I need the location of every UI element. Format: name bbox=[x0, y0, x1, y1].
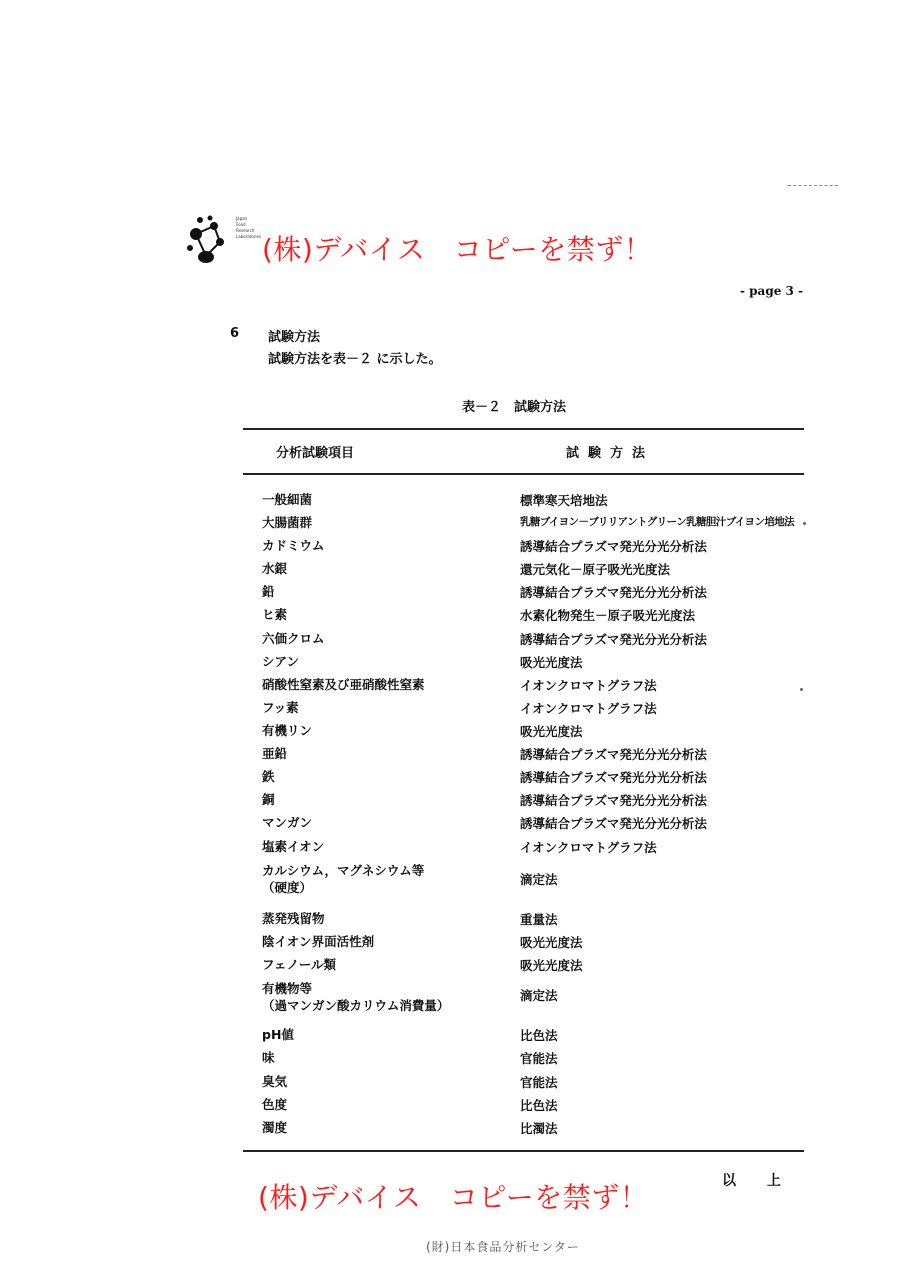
table-cell-method: 還元気化－原子吸光光度法 bbox=[520, 562, 671, 577]
table-cell-item: 陰イオン界面活性剤 bbox=[262, 934, 375, 949]
table-cell-item: 塩素イオン bbox=[262, 839, 325, 854]
table-cell-item: 臭気 bbox=[262, 1074, 288, 1089]
table-cell-item: 蒸発残留物 bbox=[262, 911, 325, 926]
table-cell-item: 一般細菌 bbox=[262, 492, 313, 507]
table-cell-item: 水銀 bbox=[262, 561, 288, 576]
table-cell-method: 吸光光度法 bbox=[520, 935, 583, 950]
table-cell-item: フェノール類 bbox=[262, 957, 337, 972]
table-cell-method: 誘導結合プラズマ発光分光分析法 bbox=[520, 632, 707, 647]
table-cell-item: 味 bbox=[262, 1050, 275, 1065]
table-cell-item: カドミウム bbox=[262, 538, 325, 553]
table-cell-method: 誘導結合プラズマ発光分光分析法 bbox=[520, 793, 707, 808]
table-cell-method: 滴定法 bbox=[520, 988, 558, 1003]
table-cell-item: ヒ素 bbox=[262, 607, 288, 622]
end-mark: 以 上 bbox=[722, 1173, 781, 1189]
table-cell-method: 滴定法 bbox=[520, 872, 558, 887]
table-cell-method: 標準寒天培地法 bbox=[520, 493, 608, 508]
table-cell-item: 鉄 bbox=[262, 769, 275, 784]
table-cell-method: 吸光光度法 bbox=[520, 655, 583, 670]
logo-word: Food bbox=[236, 222, 246, 227]
section-title: 試験方法 bbox=[268, 330, 321, 345]
table-bottom-rule bbox=[243, 1150, 804, 1152]
table-cell-item: シアン bbox=[262, 654, 300, 669]
table-cell-item: 硝酸性窒素及び亜硝酸性窒素 bbox=[262, 677, 425, 692]
column-header-item: 分析試験項目 bbox=[276, 446, 355, 461]
section-text: 試験方法を表－２ に示した。 bbox=[268, 352, 442, 367]
table-cell-method: 吸光光度法 bbox=[520, 958, 583, 973]
table-top-rule bbox=[243, 428, 804, 430]
table-cell-item: 有機物等 （過マンガン酸カリウム消費量） bbox=[262, 981, 450, 1013]
table-cell-item: pH値 bbox=[262, 1027, 294, 1042]
table-cell-item: 濁度 bbox=[262, 1120, 288, 1135]
table-cell-item: 色度 bbox=[262, 1097, 288, 1112]
logo-word: Research bbox=[236, 228, 255, 233]
table-cell-method: イオンクロマトグラフ法 bbox=[520, 701, 657, 716]
column-header-method: 試験方法 bbox=[566, 446, 655, 461]
scan-mark bbox=[788, 185, 838, 186]
table-cell-method: 吸光光度法 bbox=[520, 724, 583, 739]
table-cell-method: 比濁法 bbox=[520, 1121, 558, 1136]
table-cell-method: 誘導結合プラズマ発光分光分析法 bbox=[520, 539, 707, 554]
table-cell-method: イオンクロマトグラフ法 bbox=[520, 840, 657, 855]
table-cell-item: 六価クロム bbox=[262, 631, 325, 646]
table-cell-method: 比色法 bbox=[520, 1028, 558, 1043]
table-cell-method: 誘導結合プラズマ発光分光分析法 bbox=[520, 770, 707, 785]
logo-word: Laboratories bbox=[236, 234, 262, 239]
table-cell-method: 乳糖ブイヨン－ブリリアントグリーン乳糖胆汁ブイヨン培地法 bbox=[520, 516, 795, 528]
section-number: 6 bbox=[230, 326, 240, 341]
scan-speck bbox=[803, 522, 806, 525]
table-header-rule bbox=[243, 473, 804, 475]
table-cell-item: 鉛 bbox=[262, 584, 275, 599]
table-cell-item: マンガン bbox=[262, 815, 313, 830]
page-number: - page 3 - bbox=[740, 284, 804, 298]
copy-prohibited-watermark: (株)デバイス コピーを禁ず！ bbox=[258, 1181, 649, 1214]
table-cell-item: フッ素 bbox=[262, 700, 299, 715]
table-cell-item: 銅 bbox=[262, 792, 275, 807]
table-cell-item: カルシウム，マグネシウム等 （硬度） bbox=[262, 863, 425, 895]
table-cell-method: 誘導結合プラズマ発光分光分析法 bbox=[520, 585, 707, 600]
table-cell-method: 誘導結合プラズマ発光分光分析法 bbox=[520, 816, 707, 831]
scan-speck bbox=[800, 688, 803, 691]
footer-organization: (財)日本食品分析センター bbox=[426, 1240, 580, 1254]
logo-word: Japan bbox=[236, 216, 248, 221]
table-cell-item: 亜鉛 bbox=[262, 746, 288, 761]
table-cell-method: 比色法 bbox=[520, 1098, 558, 1113]
table-caption: 表－２ 試験方法 bbox=[462, 400, 567, 415]
table-cell-item: 有機リン bbox=[262, 723, 313, 738]
table-cell-method: 官能法 bbox=[520, 1075, 558, 1090]
table-cell-method: 重量法 bbox=[520, 912, 558, 927]
table-cell-method: 誘導結合プラズマ発光分光分析法 bbox=[520, 747, 707, 762]
copy-prohibited-watermark: (株)デバイス コピーを禁ず！ bbox=[262, 233, 653, 266]
table-cell-item: 大腸菌群 bbox=[262, 515, 313, 530]
table-cell-method: イオンクロマトグラフ法 bbox=[520, 678, 657, 693]
table-cell-method: 官能法 bbox=[520, 1051, 558, 1066]
table-cell-method: 水素化物発生－原子吸光光度法 bbox=[520, 608, 696, 623]
